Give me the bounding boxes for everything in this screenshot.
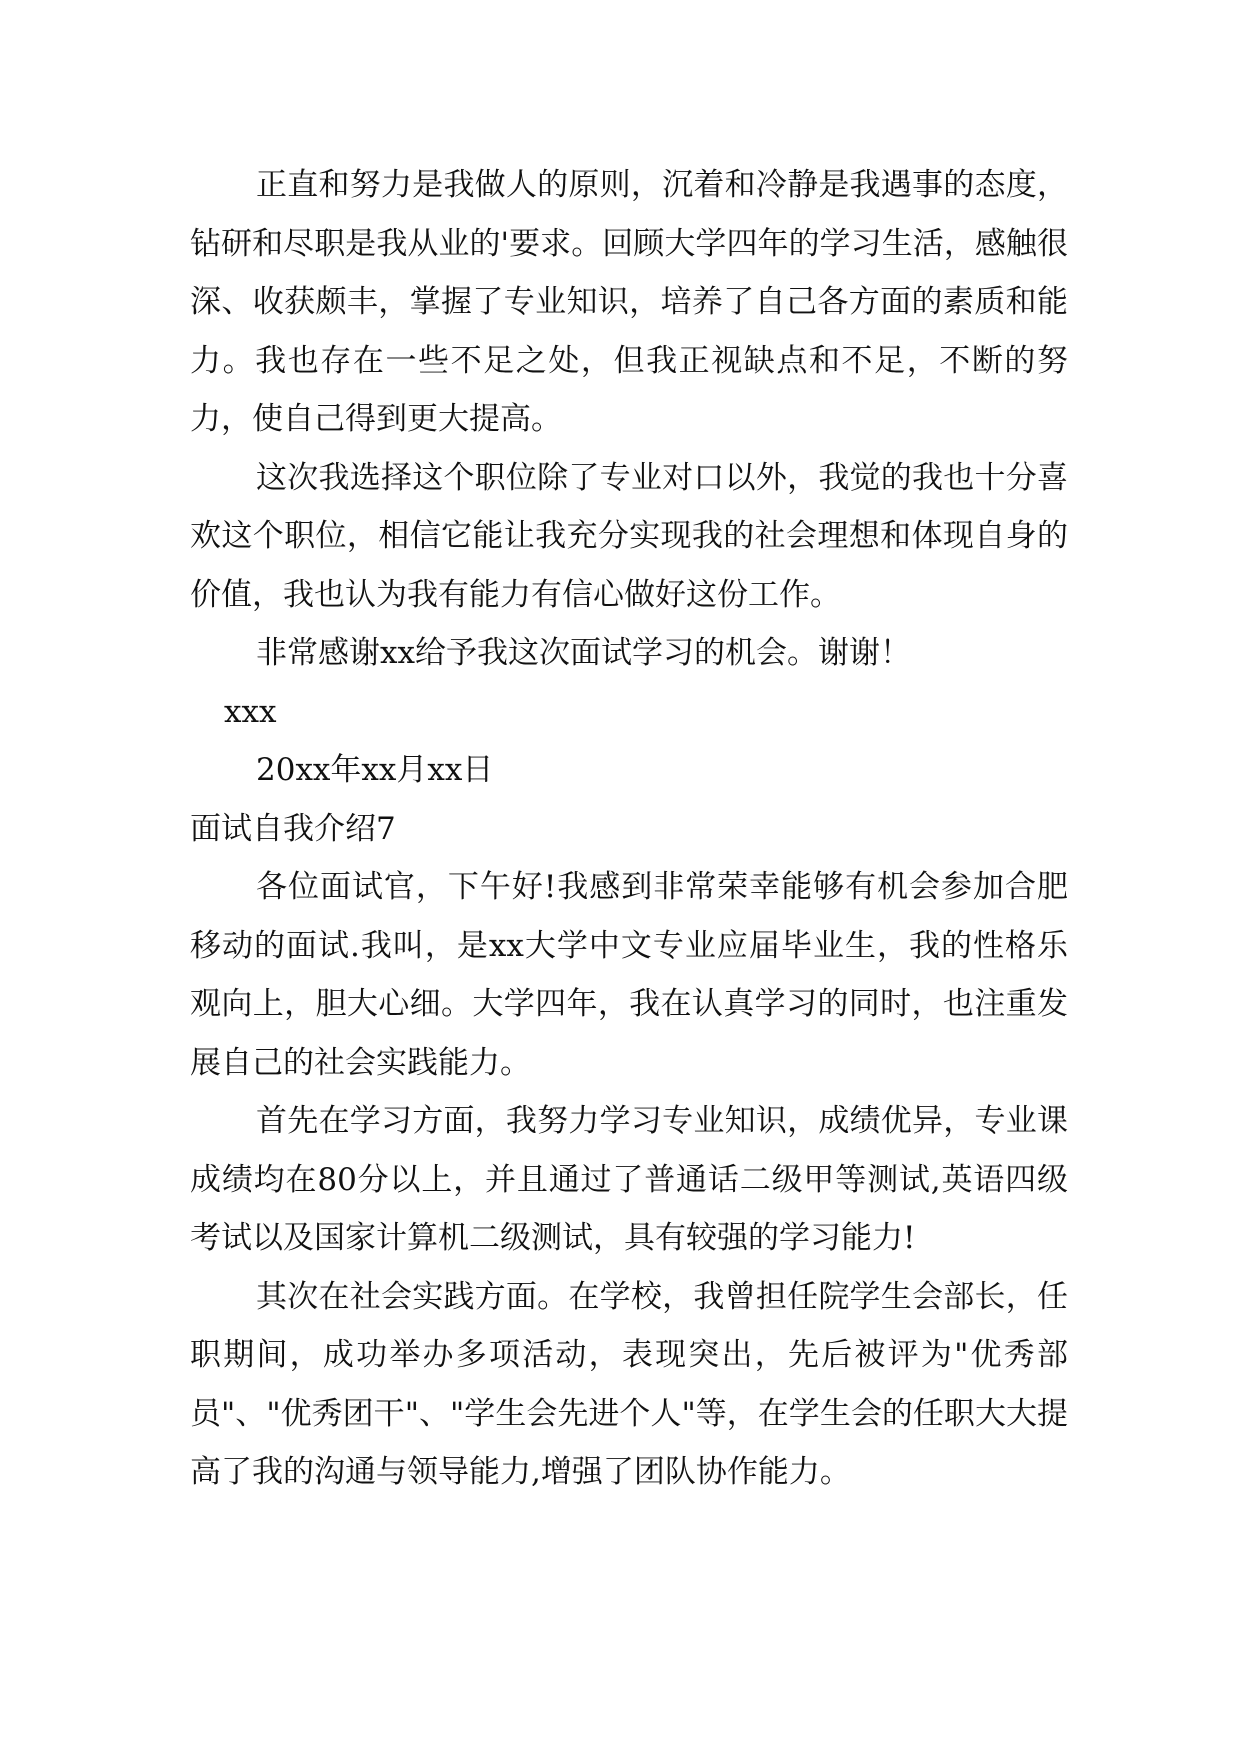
signature-date: 20xx年xx月xx日	[256, 752, 494, 788]
paragraph-thanks: 非常感谢xx给予我这次面试学习的机会。谢谢！	[256, 635, 911, 671]
section-title: 面试自我介绍7	[190, 810, 396, 847]
paragraph-principles: 正直和努力是我做人的原则，沉着和冷静是我遇事的态度，钻研和尽职是我从业的'要求。回顾大学四年的学习生活，感触很深、收获颇丰，掌握了专业知识，培养了自己各方面的素质和能力。我也存在一些不足之处，但我正视缺点和不足，不断的努力，使自己得到更大提高。	[190, 167, 1068, 437]
document-page	[190, 156, 1068, 1502]
paragraph-practice: 其次在社会实践方面。在学校，我曾担任院学生会部长，任职期间，成功举办多项活动，表现突出，先后被评为"优秀部员"、"优秀团干"、"学生会先进个人"等，在学生会的任职大大提高了我的沟通与领导能力,增强了团队协作能力。	[190, 1278, 1068, 1490]
paragraph-study: 首先在学习方面，我努力学习专业知识，成绩优异，专业课成绩均在80分以上，并且通过了普通话二级甲等测试,英语四级考试以及国家计算机二级测试，具有较强的学习能力!	[190, 1103, 1068, 1256]
signer-name: xxx	[224, 693, 277, 730]
paragraph-greeting: 各位面试官，下午好!我感到非常荣幸能够有机会参加合肥移动的面试.我叫，是xx大学中文专业应届毕业生，我的性格乐观向上，胆大心细。大学四年，我在认真学习的同时，也注重发展自己的社会实践能力。	[190, 869, 1068, 1081]
paragraph-position-choice: 这次我选择这个职位除了专业对口以外，我觉的我也十分喜欢这个职位，相信它能让我充分实现我的社会理想和体现自身的价值，我也认为我有能力有信心做好这份工作。	[190, 459, 1068, 613]
